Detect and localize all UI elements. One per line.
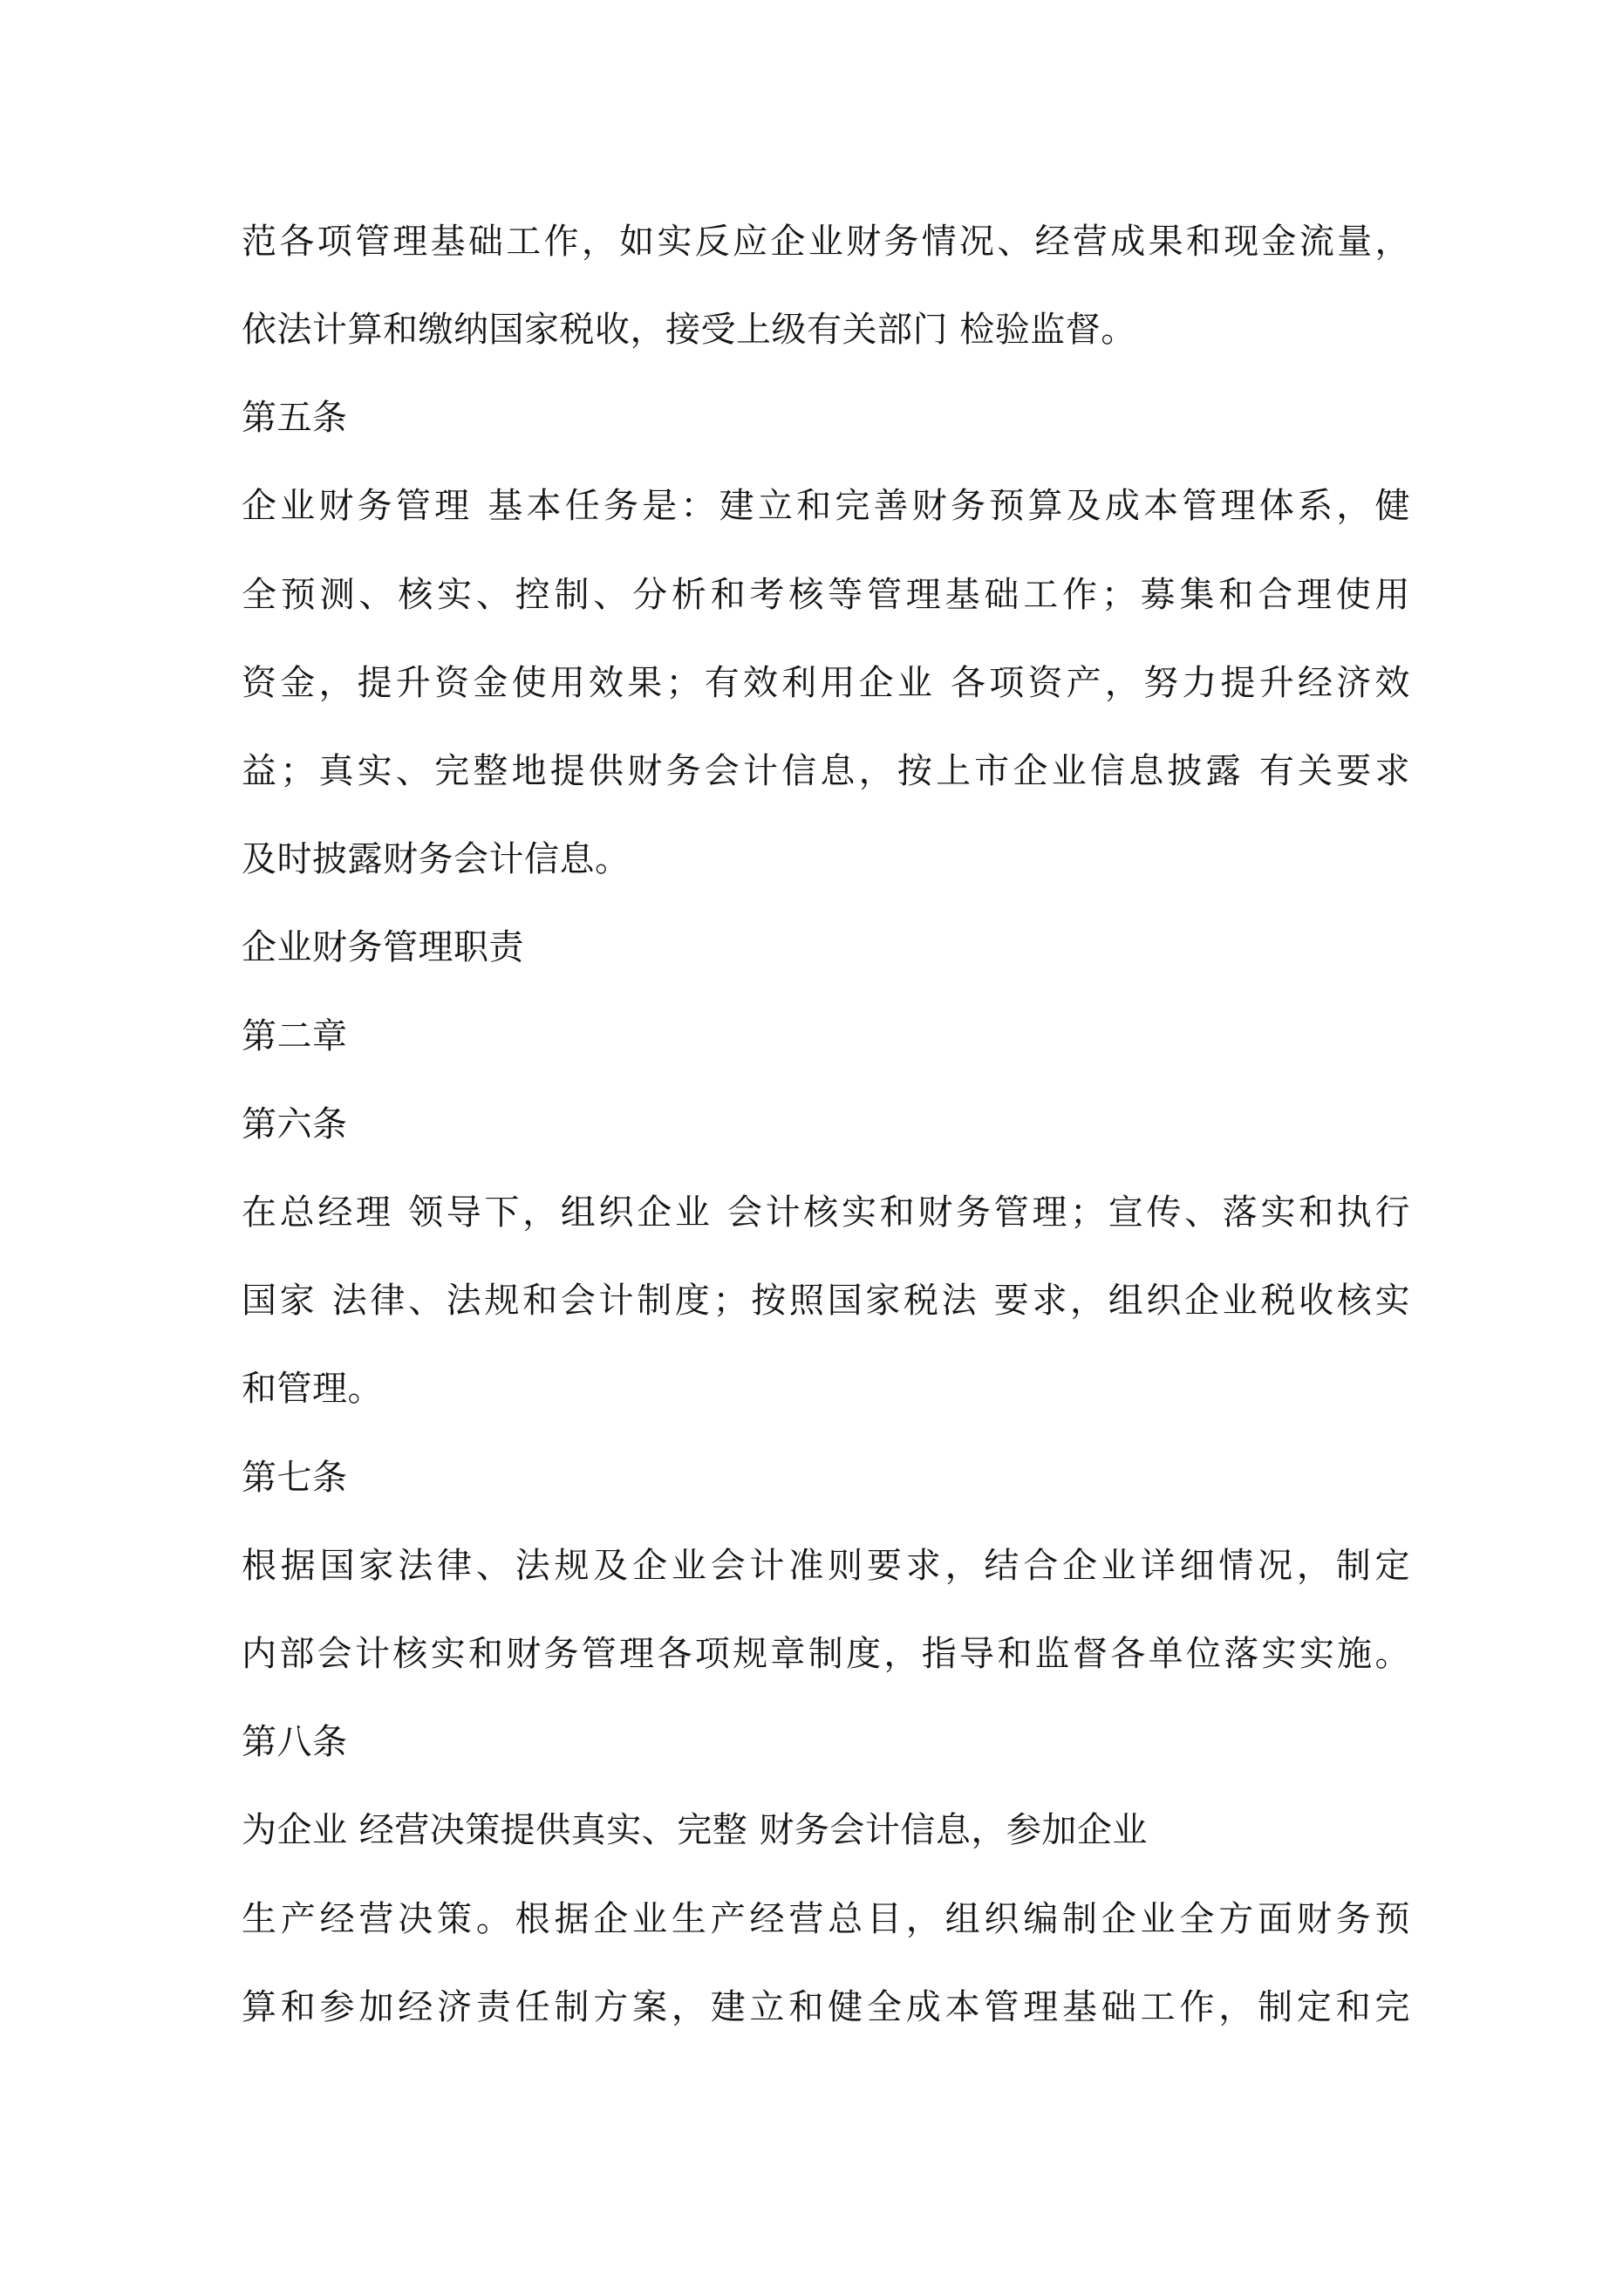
text-line: 全预测、核实、控制、分析和考核等管理基础工作；募集和合理使用 xyxy=(242,575,1410,615)
article-heading: 第五条 xyxy=(242,398,348,438)
text-line: 算和参加经济责任制方案，建立和健全成本管理基础工作，制定和完 xyxy=(242,1987,1410,2027)
text-line: 根据国家法律、法规及企业会计准则要求，结合企业详细情况，制定 xyxy=(242,1546,1410,1586)
text-line: 为企业 经营决策提供真实、完整 财务会计信息，参加企业 xyxy=(242,1810,1148,1850)
chapter-heading: 第二章 xyxy=(242,1016,348,1056)
text-line: 依法计算和缴纳国家税收，接受上级有关部门 检验监督。 xyxy=(242,310,1136,350)
text-line: 在总经理 领导下，组织企业 会计核实和财务管理；宣传、落实和执行 xyxy=(242,1192,1410,1233)
article-heading: 第六条 xyxy=(242,1104,348,1145)
text-line: 及时披露财务会计信息。 xyxy=(242,839,631,879)
text-line: 生产经营决策。根据企业生产经营总目，组织编制企业全方面财务预 xyxy=(242,1899,1410,1939)
text-line: 范各项管理基础工作，如实反应企业财务情况、经营成果和现金流量， xyxy=(242,222,1410,262)
text-line: 内部会计核实和财务管理各项规章制度，指导和监督各单位落实实施。 xyxy=(242,1634,1410,1674)
article-heading: 第八条 xyxy=(242,1722,348,1762)
section-heading: 企业财务管理职责 xyxy=(242,927,524,967)
text-line: 益；真实、完整地提供财务会计信息，按上市企业信息披露 有关要求 xyxy=(242,751,1410,791)
text-line: 国家 法律、法规和会计制度；按照国家税法 要求，组织企业税收核实 xyxy=(242,1281,1410,1321)
article-heading: 第七条 xyxy=(242,1458,348,1498)
text-line: 和管理。 xyxy=(242,1369,383,1409)
text-line: 资金，提升资金使用效果；有效利用企业 各项资产，努力提升经济效 xyxy=(242,663,1410,703)
text-line: 企业财务管理 基本任务是：建立和完善财务预算及成本管理体系，健 xyxy=(242,486,1410,526)
